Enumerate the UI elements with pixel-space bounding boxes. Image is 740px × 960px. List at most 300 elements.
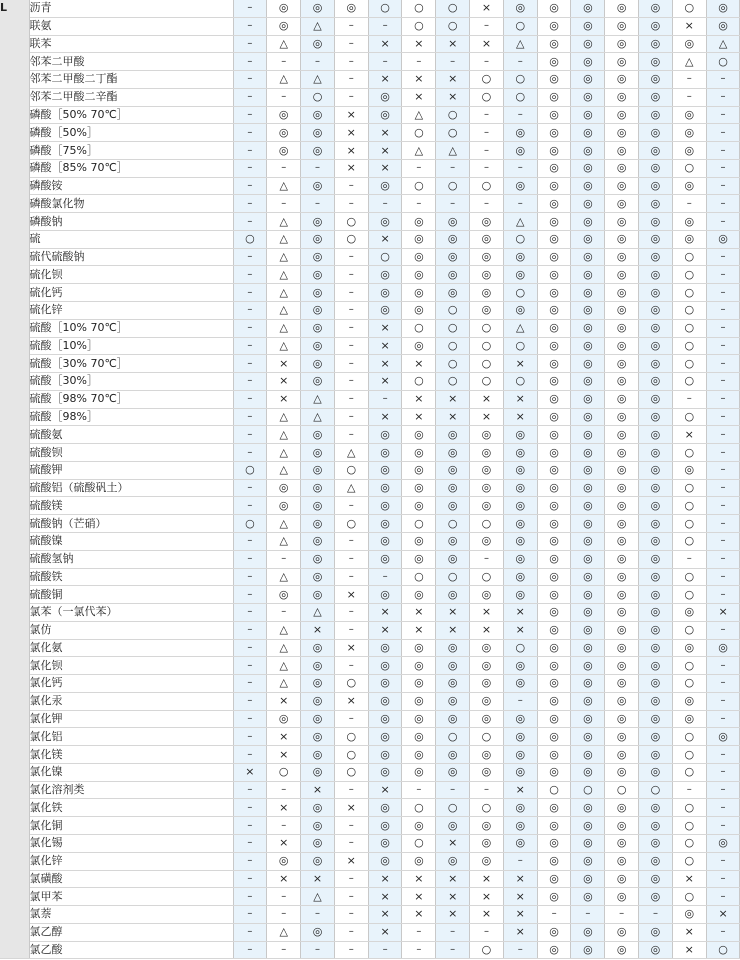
table-row (0, 692, 740, 710)
rating-cell: △ (402, 106, 436, 124)
rating-cell: ○ (470, 355, 504, 373)
rating-cell: ○ (470, 728, 504, 746)
rating-cell: – (334, 621, 368, 639)
rating-cell: ○ (470, 71, 504, 89)
rating-cell: – (233, 17, 267, 35)
rating-cell: △ (267, 177, 301, 195)
table-row (0, 195, 740, 213)
rating-cell: × (402, 870, 436, 888)
chemical-name: 氯甲苯 (29, 888, 233, 906)
rating-cell: × (436, 621, 470, 639)
rating-cell: – (233, 426, 267, 444)
rating-cell: – (334, 355, 368, 373)
rating-cell: ○ (470, 568, 504, 586)
rating-cell: ○ (503, 17, 537, 35)
chemical-name: 邻苯二甲酸二丁酯 (29, 71, 233, 89)
rating-cell: ◎ (571, 302, 605, 320)
table-row (0, 675, 740, 693)
table-row (0, 923, 740, 941)
chemical-name: 磷酸［85% 70℃］ (29, 159, 233, 177)
table-row (0, 639, 740, 657)
rating-cell: ◎ (402, 461, 436, 479)
rating-cell: △ (267, 284, 301, 302)
chemical-name: 氯仿 (29, 621, 233, 639)
rating-cell: ◎ (605, 550, 639, 568)
rating-cell: – (706, 159, 740, 177)
rating-cell: ◎ (605, 106, 639, 124)
rating-cell: ◎ (672, 177, 706, 195)
rating-cell: △ (334, 479, 368, 497)
rating-cell: ◎ (436, 586, 470, 604)
chemical-name: 磷酸氯化物 (29, 195, 233, 213)
rating-cell: – (706, 124, 740, 142)
chemical-name: 氯萘 (29, 906, 233, 924)
chemical-name: 磷酸铵 (29, 177, 233, 195)
rating-cell: ◎ (368, 728, 402, 746)
rating-cell: ◎ (301, 444, 335, 462)
table-row (0, 355, 740, 373)
rating-cell: – (639, 906, 673, 924)
rating-cell: ◎ (503, 763, 537, 781)
rating-cell: – (233, 746, 267, 764)
rating-cell: – (334, 177, 368, 195)
rating-cell: × (470, 906, 504, 924)
rating-cell: – (233, 444, 267, 462)
rating-cell: ◎ (470, 266, 504, 284)
rating-cell: ◎ (368, 479, 402, 497)
rating-cell: × (334, 692, 368, 710)
rating-cell: × (267, 799, 301, 817)
rating-cell: ◎ (639, 675, 673, 693)
rating-cell: – (267, 906, 301, 924)
table-row (0, 159, 740, 177)
rating-cell: ◎ (537, 692, 571, 710)
rating-cell: × (706, 604, 740, 622)
rating-cell: ◎ (436, 266, 470, 284)
rating-cell: × (334, 799, 368, 817)
table-row (0, 817, 740, 835)
rating-cell: ◎ (571, 888, 605, 906)
rating-cell: ◎ (301, 319, 335, 337)
rating-cell: ◎ (571, 657, 605, 675)
rating-cell: ○ (503, 230, 537, 248)
rating-cell: ○ (672, 852, 706, 870)
rating-cell: ◎ (537, 53, 571, 71)
rating-cell: ◎ (368, 692, 402, 710)
chemical-name: 联苯 (29, 35, 233, 53)
chemical-name: 氯化铁 (29, 799, 233, 817)
rating-cell: ○ (672, 532, 706, 550)
rating-cell: – (301, 159, 335, 177)
rating-cell: – (605, 906, 639, 924)
rating-cell: ◎ (706, 639, 740, 657)
rating-cell: ◎ (537, 479, 571, 497)
rating-cell: ○ (470, 515, 504, 533)
rating-cell: ◎ (301, 0, 335, 17)
rating-cell: – (706, 870, 740, 888)
rating-cell: ◎ (368, 302, 402, 320)
rating-cell: × (368, 124, 402, 142)
rating-cell: ◎ (571, 941, 605, 959)
rating-cell: – (706, 71, 740, 89)
rating-cell: ◎ (402, 746, 436, 764)
rating-cell: ◎ (503, 550, 537, 568)
rating-cell: ◎ (605, 710, 639, 728)
rating-cell: ◎ (605, 604, 639, 622)
rating-cell: ◎ (537, 621, 571, 639)
rating-cell: – (233, 88, 267, 106)
table-row (0, 497, 740, 515)
rating-cell: ◎ (301, 373, 335, 391)
rating-cell: ◎ (605, 657, 639, 675)
rating-cell: – (233, 675, 267, 693)
rating-cell: ◎ (537, 159, 571, 177)
table-row (0, 888, 740, 906)
rating-cell: – (301, 941, 335, 959)
rating-cell: ○ (402, 373, 436, 391)
rating-cell: ◎ (402, 710, 436, 728)
rating-cell: ◎ (436, 426, 470, 444)
rating-cell: △ (503, 319, 537, 337)
rating-cell: × (503, 390, 537, 408)
rating-cell: ◎ (537, 408, 571, 426)
rating-cell: ○ (503, 337, 537, 355)
rating-cell: – (503, 53, 537, 71)
table-row (0, 17, 740, 35)
rating-cell: ○ (436, 568, 470, 586)
rating-cell: ◎ (605, 586, 639, 604)
rating-cell: ◎ (571, 586, 605, 604)
rating-cell: ◎ (503, 479, 537, 497)
rating-cell: × (368, 35, 402, 53)
rating-cell: ◎ (537, 799, 571, 817)
rating-cell: × (368, 888, 402, 906)
rating-cell: – (334, 248, 368, 266)
section-letter: L (0, 0, 29, 959)
rating-cell: △ (267, 408, 301, 426)
chemical-name: 氯化铜 (29, 817, 233, 835)
rating-cell: ○ (402, 0, 436, 17)
rating-cell: ○ (672, 657, 706, 675)
rating-cell: – (436, 195, 470, 213)
rating-cell: ○ (503, 88, 537, 106)
rating-cell: ◎ (301, 639, 335, 657)
table-row (0, 604, 740, 622)
rating-cell: ◎ (470, 710, 504, 728)
rating-cell: ◎ (368, 461, 402, 479)
rating-cell: ◎ (537, 355, 571, 373)
table-row (0, 53, 740, 71)
chemical-name: 氯乙酸 (29, 941, 233, 959)
rating-cell: ◎ (639, 639, 673, 657)
chemical-name: 硫化钡 (29, 266, 233, 284)
rating-cell: × (402, 408, 436, 426)
rating-cell: ◎ (537, 639, 571, 657)
rating-cell: – (334, 337, 368, 355)
rating-cell: × (402, 355, 436, 373)
rating-cell: ○ (571, 781, 605, 799)
rating-cell: ○ (436, 355, 470, 373)
rating-cell: ◎ (537, 142, 571, 160)
rating-cell: – (233, 852, 267, 870)
rating-cell: – (334, 373, 368, 391)
rating-cell: ◎ (537, 373, 571, 391)
rating-cell: ○ (672, 284, 706, 302)
rating-cell: – (233, 159, 267, 177)
chemical-name: 硫化锌 (29, 302, 233, 320)
rating-cell: ○ (233, 461, 267, 479)
rating-cell: – (233, 586, 267, 604)
rating-cell: – (334, 781, 368, 799)
rating-cell: ◎ (537, 124, 571, 142)
rating-cell: × (267, 728, 301, 746)
rating-cell: – (470, 142, 504, 160)
rating-cell: ◎ (672, 461, 706, 479)
rating-cell: – (503, 106, 537, 124)
rating-cell: – (334, 195, 368, 213)
table-row (0, 213, 740, 231)
rating-cell: ◎ (368, 799, 402, 817)
rating-cell: × (301, 781, 335, 799)
rating-cell: × (402, 88, 436, 106)
chemical-name: 硫酸氢钠 (29, 550, 233, 568)
rating-cell: ◎ (639, 53, 673, 71)
rating-cell: × (470, 408, 504, 426)
rating-cell: ◎ (503, 0, 537, 17)
rating-cell: ◎ (301, 710, 335, 728)
table-row (0, 532, 740, 550)
rating-cell: ◎ (639, 266, 673, 284)
rating-cell: – (706, 213, 740, 231)
rating-cell: ○ (436, 106, 470, 124)
rating-cell: ◎ (436, 746, 470, 764)
rating-cell: – (334, 834, 368, 852)
rating-cell: – (706, 479, 740, 497)
rating-cell: ○ (672, 888, 706, 906)
rating-cell: ◎ (639, 35, 673, 53)
rating-cell: – (672, 195, 706, 213)
rating-cell: – (402, 159, 436, 177)
rating-cell: – (503, 159, 537, 177)
rating-cell: ◎ (301, 852, 335, 870)
rating-cell: ◎ (571, 248, 605, 266)
rating-cell: ◎ (368, 710, 402, 728)
rating-cell: ◎ (368, 675, 402, 693)
rating-cell: ◎ (402, 852, 436, 870)
rating-cell: ◎ (503, 710, 537, 728)
rating-cell: ○ (672, 355, 706, 373)
rating-cell: ◎ (639, 479, 673, 497)
table-row (0, 621, 740, 639)
rating-cell: ◎ (503, 302, 537, 320)
rating-cell: – (706, 692, 740, 710)
rating-cell: – (706, 763, 740, 781)
rating-cell: ○ (605, 781, 639, 799)
rating-cell: – (706, 426, 740, 444)
rating-cell: × (233, 763, 267, 781)
rating-cell: ◎ (639, 302, 673, 320)
rating-cell: – (267, 817, 301, 835)
rating-cell: ◎ (436, 763, 470, 781)
rating-cell: – (706, 817, 740, 835)
rating-cell: ○ (436, 373, 470, 391)
rating-cell: ○ (368, 0, 402, 17)
rating-cell: – (267, 159, 301, 177)
chemical-name: 硫酸铜 (29, 586, 233, 604)
table-row (0, 586, 740, 604)
rating-cell: ○ (334, 728, 368, 746)
table-row (0, 284, 740, 302)
rating-cell: – (233, 284, 267, 302)
rating-cell: △ (402, 142, 436, 160)
table-row (0, 88, 740, 106)
rating-cell: × (470, 870, 504, 888)
rating-cell: ◎ (571, 142, 605, 160)
rating-cell: – (301, 53, 335, 71)
rating-cell: × (672, 17, 706, 35)
rating-cell: × (503, 870, 537, 888)
rating-cell: ◎ (639, 319, 673, 337)
table-row (0, 426, 740, 444)
rating-cell: – (334, 284, 368, 302)
rating-cell: – (233, 35, 267, 53)
rating-cell: – (672, 550, 706, 568)
table-row (0, 390, 740, 408)
table-row (0, 230, 740, 248)
rating-cell: ◎ (402, 763, 436, 781)
rating-cell: ○ (672, 373, 706, 391)
rating-cell: ○ (402, 124, 436, 142)
rating-cell: – (368, 390, 402, 408)
rating-cell: – (537, 906, 571, 924)
rating-cell: × (368, 621, 402, 639)
rating-cell: ○ (672, 266, 706, 284)
rating-cell: ◎ (537, 0, 571, 17)
rating-cell: △ (267, 71, 301, 89)
rating-cell: ◎ (503, 817, 537, 835)
rating-cell: ○ (334, 675, 368, 693)
rating-cell: ◎ (605, 355, 639, 373)
rating-cell: ◎ (537, 675, 571, 693)
rating-cell: ◎ (571, 266, 605, 284)
rating-cell: ◎ (571, 0, 605, 17)
rating-cell: ◎ (571, 532, 605, 550)
rating-cell: ◎ (571, 799, 605, 817)
rating-cell: ◎ (537, 230, 571, 248)
rating-cell: ◎ (368, 657, 402, 675)
rating-cell: – (334, 35, 368, 53)
rating-cell: ◎ (267, 497, 301, 515)
rating-cell: ○ (706, 53, 740, 71)
rating-cell: – (233, 355, 267, 373)
rating-cell: ◎ (639, 284, 673, 302)
rating-cell: – (402, 923, 436, 941)
rating-cell: ◎ (639, 408, 673, 426)
rating-cell: ◎ (368, 284, 402, 302)
rating-cell: ◎ (605, 408, 639, 426)
rating-cell: ◎ (470, 426, 504, 444)
rating-cell: ◎ (605, 444, 639, 462)
rating-cell: ◎ (537, 834, 571, 852)
rating-cell: – (672, 71, 706, 89)
rating-cell: △ (267, 35, 301, 53)
chemical-name: 硫酸钾 (29, 461, 233, 479)
rating-cell: ○ (672, 746, 706, 764)
chemical-name: 磷酸［75%］ (29, 142, 233, 160)
rating-cell: ○ (503, 284, 537, 302)
rating-cell: ◎ (301, 266, 335, 284)
rating-cell: ○ (402, 799, 436, 817)
rating-cell: ◎ (503, 728, 537, 746)
rating-cell: ◎ (301, 213, 335, 231)
rating-cell: △ (267, 319, 301, 337)
rating-cell: ◎ (402, 337, 436, 355)
rating-cell: △ (267, 568, 301, 586)
rating-cell: ◎ (571, 461, 605, 479)
rating-cell: ◎ (436, 817, 470, 835)
rating-cell: ◎ (605, 568, 639, 586)
rating-cell: ◎ (639, 923, 673, 941)
rating-cell: ◎ (639, 817, 673, 835)
rating-cell: – (368, 17, 402, 35)
rating-cell: ◎ (639, 461, 673, 479)
rating-cell: – (301, 195, 335, 213)
rating-cell: – (402, 195, 436, 213)
rating-cell: ◎ (368, 763, 402, 781)
rating-cell: × (436, 390, 470, 408)
rating-cell: ◎ (301, 302, 335, 320)
rating-cell: ◎ (605, 799, 639, 817)
rating-cell: ◎ (571, 923, 605, 941)
rating-cell: ◎ (301, 532, 335, 550)
rating-cell: ◎ (605, 870, 639, 888)
rating-cell: ◎ (368, 266, 402, 284)
rating-cell: ◎ (470, 817, 504, 835)
rating-cell: ◎ (639, 728, 673, 746)
rating-cell: ○ (402, 834, 436, 852)
rating-cell: – (267, 781, 301, 799)
rating-cell: ◎ (470, 284, 504, 302)
rating-cell: ◎ (402, 213, 436, 231)
rating-cell: – (233, 497, 267, 515)
rating-cell: ◎ (503, 426, 537, 444)
rating-cell: ◎ (301, 515, 335, 533)
rating-cell: ◎ (639, 248, 673, 266)
rating-cell: ◎ (402, 302, 436, 320)
rating-cell: ◎ (503, 248, 537, 266)
rating-cell: ◎ (571, 284, 605, 302)
rating-cell: ◎ (301, 35, 335, 53)
rating-cell: × (368, 337, 402, 355)
rating-cell: ○ (402, 515, 436, 533)
rating-cell: ◎ (301, 817, 335, 835)
rating-cell: – (233, 888, 267, 906)
rating-cell: – (436, 53, 470, 71)
rating-cell: – (706, 852, 740, 870)
rating-cell: – (706, 248, 740, 266)
rating-cell: △ (301, 888, 335, 906)
rating-cell: ○ (470, 88, 504, 106)
rating-cell: – (233, 923, 267, 941)
rating-cell: – (503, 195, 537, 213)
rating-cell: – (334, 426, 368, 444)
rating-cell: – (706, 710, 740, 728)
rating-cell: ◎ (605, 142, 639, 160)
rating-cell: ◎ (571, 88, 605, 106)
rating-cell: – (706, 550, 740, 568)
rating-cell: ◎ (402, 692, 436, 710)
rating-cell: – (334, 532, 368, 550)
